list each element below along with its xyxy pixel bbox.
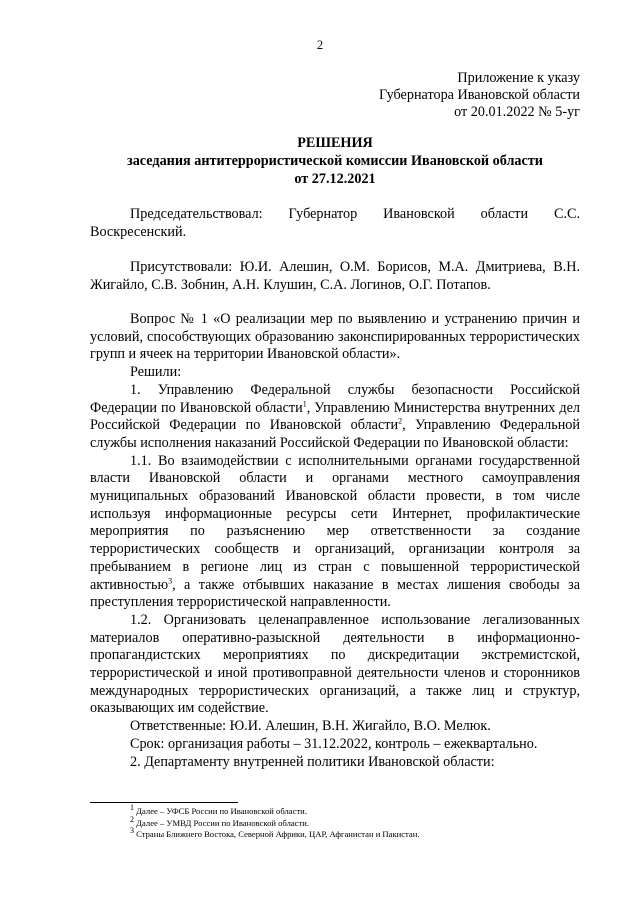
item-1-2-paragraph: 1.2. Организовать целенаправленное использование легализованных материалов оперативно-разыскной деятельности в информационно-пропагандистских мероприятиях по дискредитации экстремистской, террористической и иной противоправной деятельности членов и сторонников международных террористических организаций, а также лиц и структур, оказывающих им содействие. <box>90 611 580 717</box>
footnote-2-number: 2 <box>130 814 134 824</box>
footnote-3 <box>130 826 420 841</box>
present-section <box>90 259 580 294</box>
main-body <box>90 311 580 771</box>
footnote-3-number: 3 <box>130 826 134 836</box>
item-1-1-text-a: 1.1. Во взаимодействии с исполнительными органами государственной власти Ивановской области и органами местного самоуправления муниципальных образований Ивановской области провести, в том числе используя информационные ресурсы сети Интернет, профилактические мероприятия по разъяснению мер ответственности за создание террористических сообществ и организаций, организации контроля за пребыванием в регионе лиц из стран с повышенной террористической активностью <box>90 452 580 593</box>
footnote-ref-1: 1 <box>302 398 307 408</box>
responsible-paragraph: Ответственные: Ю.И. Алешин, В.Н. Жигайло, В.О. Мелюк. <box>130 718 491 735</box>
page-number: 2 <box>316 38 324 52</box>
footnote-1-number: 1 <box>130 803 134 813</box>
appendix-header <box>379 70 580 121</box>
footnote-2 <box>130 814 419 830</box>
item-1-1-paragraph <box>90 453 580 612</box>
footnote-divider <box>90 802 238 803</box>
item-1-text-b: , Управлению Министерства внутренних дел Российской Федерации по Ивановской области <box>90 399 580 434</box>
chair-paragraph: Председательствовал: Губернатор Ивановской области С.С. Воскресенский. <box>90 206 580 240</box>
chair-section <box>90 206 580 241</box>
appendix-line-1: Приложение к указу <box>457 70 580 86</box>
item-1-paragraph <box>90 382 580 453</box>
item-1-text-a: 1. Управлению Федеральной службы безопасности Российской Федерации по Ивановской области <box>90 381 580 416</box>
footnote-1 <box>130 803 419 818</box>
question-paragraph: Вопрос № 1 «О реализации мер по выявлению и устранению причин и условий, способствующих образованию законспирированных террористических групп и ячеек на территории Ивановской области». <box>90 311 580 363</box>
footnote-1-text: Далее – УФСБ России по Ивановской области. <box>134 806 307 816</box>
deadline-paragraph: Срок: организация работы – 31.12.2022, контроль – ежеквартально. <box>130 735 538 752</box>
appendix-line-3: от 20.01.2022 № 5-уг <box>454 104 580 120</box>
present-paragraph: Присутствовали: Ю.И. Алешин, О.М. Борисов, М.А. Дмитриева, В.Н. Жигайло, С.В. Зобнин, А.Н. Клушин, С.А. Логинов, О.Г. Потапов. <box>90 259 580 293</box>
title-line-2: заседания антитеррористической комиссии Ивановской области <box>127 153 543 169</box>
item-1-text-c: , Управлению Федеральной службы исполнения наказаний Российской Федерации по Ивановской области: <box>90 417 580 451</box>
footnote-ref-3: 3 <box>168 575 173 585</box>
decided-paragraph: Решили: <box>130 364 182 381</box>
footnotes <box>130 803 420 841</box>
document-title <box>90 134 580 188</box>
appendix-line-2: Губернатора Ивановской области <box>378 87 580 103</box>
footnote-ref-2: 2 <box>398 416 403 426</box>
footnote-2-text: Далее – УМВД России по Ивановской области. <box>134 817 309 828</box>
footnote-3-text: Страны Ближнего Востока, Северной Африки, ЦАР, Афганистан и Пакистан. <box>134 829 420 840</box>
title-line-3: от 27.12.2021 <box>294 171 376 187</box>
title-line-1: РЕШЕНИЯ <box>297 135 373 151</box>
item-1-1-text-b: , а также отбывших наказание в местах лишения свободы за преступления террористической направленности. <box>90 576 580 611</box>
item-2-paragraph: 2. Департаменту внутренней политики Ивановской области: <box>130 753 495 770</box>
